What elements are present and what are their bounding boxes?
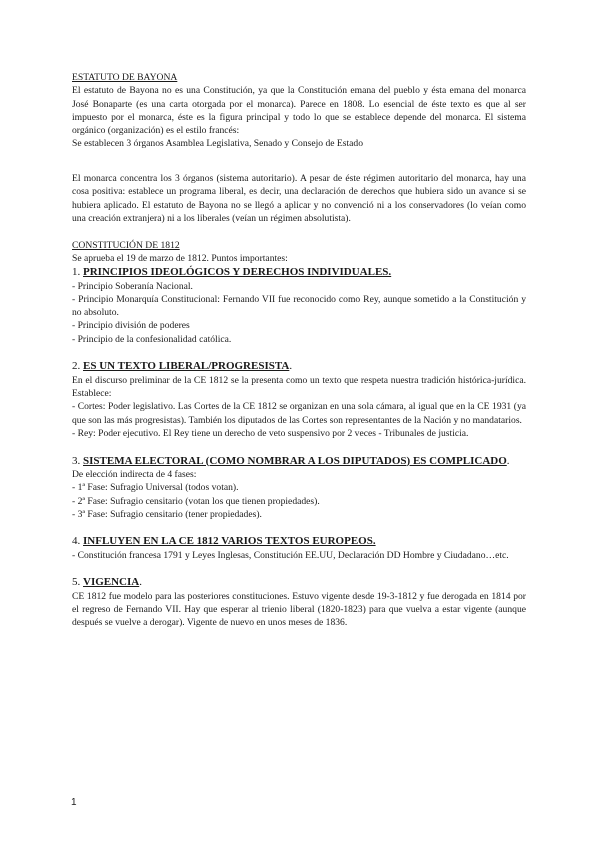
spacer [72,521,526,534]
spacer [72,562,526,575]
section-2-line: - Cortes: Poder legislativo. Las Cortes de la CE 1812 se organizan en una sola cámara, al igual que en la CE 1931 (ya que son las más progresistas). También los diputados de las Cortes son representantes de la Nación y no mandatarios. [72,401,526,426]
section-1-item: - Principio de la confesionalidad católica. [72,333,232,345]
section-1-item: - Principio Soberanía Nacional. [72,280,193,292]
section-1-heading: 1. PRINCIPIOS IDEOLÓGICOS Y DERECHOS INDIVIDUALES. [72,266,392,279]
section-1-item: - Principio división de poderes [72,320,190,332]
section-2-line: En el discurso preliminar de la CE 1812 se la presenta como un texto que respeta nuestra tradición histórica-jurídica. Establece: [72,374,526,400]
section-5-line: CE 1812 fue modelo para las posteriores constituciones. Estuvo vigente desde 19-3-1812 y fue derogada en 1814 por el regreso de Fernando VII. Hay que esperar al trienio liberal (1820-1823) para que vuelva a estar vigente (aunque después se vuelve a derogar). Vigente de nuevo en unos meses de 1836. [72,590,526,629]
section-2-heading: 2. ES UN TEXTO LIBERAL/PROGRESISTA. [72,360,293,373]
section-5-heading: 5. VIGENCIA. [72,576,142,589]
section-3-line: - 3ª Fase: Sufragio censitario (tener propiedades). [72,508,262,520]
estatuto-paragraph-3: El monarca concentra los 3 órganos (sistema autoritario). A pesar de éste régimen autoritario del monarca, hay una cosa positiva: establece un programa liberal, es decir, una declaración de derechos que hubiera sido un avance si se hubiera aplicado. El estatuto de Bayona no se llegó a aplicar y no convenció ni a los conservadores (lo veían como una creación extranjera) ni a los liberales (veían un régimen absolutista). [72,173,526,224]
section-3-line: - 2ª Fase: Sufragio censitario (votan los que tienen propiedades). [72,495,320,507]
document-body [72,71,526,630]
constitucion-title: CONSTITUCIÓN DE 1812 [72,239,180,251]
estatuto-paragraph-2: Se establecen 3 órganos Asamblea Legislativa, Senado y Consejo de Estado [72,138,364,150]
section-3-heading: 3. SISTEMA ELECTORAL (COMO NOMBRAR A LOS DIPUTADOS) ES COMPLICADO. [72,454,510,467]
estatuto-title: ESTATUTO DE BAYONA [72,72,178,83]
estatuto-paragraph-1: El estatuto de Bayona no es una Constitución, ya que la Constitución emana del pueblo y ésta emana del monarca José Bonaparte (es una carta otorgada por el monarca). Parece en 1808. Lo esencial de éste texto es que al ser impuesto por el monarca, éste es la figura principal y todo lo que se establece depende del monarca. El sistema orgánico (organización) es el estilo francés: [72,85,526,137]
section-2-line: - Rey: Poder ejecutivo. El Rey tiene un derecho de veto suspensivo por 2 veces - Tribunales de justicia. [72,427,469,439]
page-number: 1 [71,797,77,808]
constitucion-intro: Se aprueba el 19 de marzo de 1812. Puntos importantes: [72,252,288,264]
spacer [72,225,526,238]
spacer [72,151,526,164]
section-3-line: - 1ª Fase: Sufragio Universal (todos votan). [72,482,239,494]
spacer [72,346,526,359]
spacer [72,164,526,172]
spacer [72,440,526,453]
section-3-line: De elección indirecta de 4 fases: [72,468,197,480]
section-4-heading: 4. INFLUYEN EN LA CE 1812 VARIOS TEXTOS EUROPEOS. [72,535,376,548]
section-4-line: - Constitución francesa 1791 y Leyes Inglesas, Constitución EE.UU, Declaración DD Hombre y Ciudadano…etc. [72,549,509,561]
section-1-item: - Principio Monarquía Constitucional: Fernando VII fue reconocido como Rey, aunque sometido a la Constitución y no absoluto. [72,293,526,319]
